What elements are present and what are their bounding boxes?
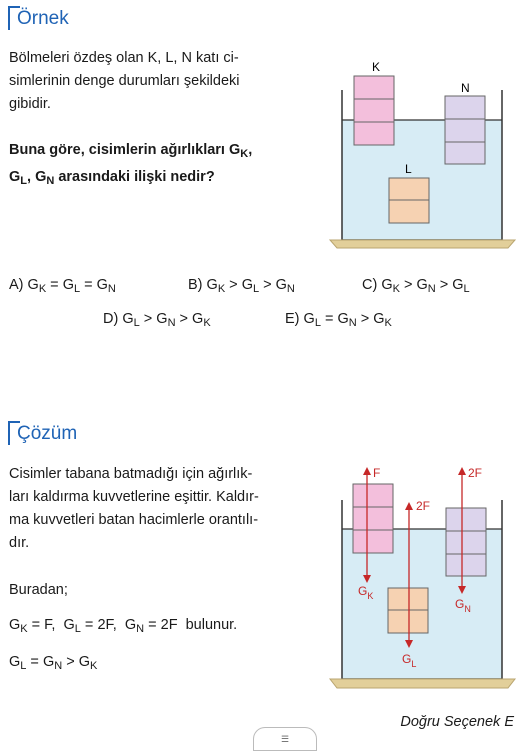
- arrow-up-icon: [405, 502, 413, 510]
- option-d[interactable]: D) $G_L > G_N > G_K$: [103, 311, 211, 329]
- question-text-end: arasındaki ilişki nedir?: [58, 169, 215, 185]
- label-n: N: [461, 81, 470, 95]
- stand: [330, 240, 515, 248]
- example-text-line: simlerinin denge durumları şekildeki: [9, 73, 240, 89]
- option-a[interactable]: A) $G_K = G_L = G_N$: [9, 277, 116, 295]
- label-k: K: [372, 60, 381, 74]
- example-figure: [325, 55, 520, 255]
- option-c[interactable]: C) $G_K > G_N > G_L$: [362, 277, 470, 295]
- arrow-up-icon: [458, 467, 466, 475]
- label-l: L: [405, 162, 412, 176]
- page-tab[interactable]: [253, 727, 317, 751]
- solution-figure: [325, 460, 520, 695]
- label-2f-n: 2F: [468, 466, 483, 480]
- block-n: [445, 96, 485, 164]
- solution-title: Çözüm: [8, 421, 77, 445]
- arrow-up-icon: [363, 467, 371, 475]
- example-question: Buna göre, cisimlerin ağırlıkları $G_K$, $G_L$, $G_N$ arasındaki ilişki nedir?: [9, 142, 253, 187]
- example-text-line: gibidir.: [9, 96, 51, 112]
- menu-icon: ☰: [281, 734, 290, 744]
- label-gl: $G_L$: [402, 652, 417, 669]
- label-gk: $G_K$: [358, 584, 374, 601]
- hence-line: Buradan;: [9, 582, 68, 598]
- label-f: F: [373, 466, 381, 480]
- solution-text-line: ları kaldırma kuvvetlerine eşittir. Kaldır-: [9, 489, 259, 505]
- option-e[interactable]: E) $G_L = G_N > G_K$: [285, 311, 392, 329]
- block-n: [446, 508, 486, 576]
- solution-text-line: Cisimler tabana batmadığı için ağırlık-: [9, 466, 253, 482]
- stand: [330, 679, 515, 688]
- weights-result: $G_K = F$, $G_L = 2F$, $G_N = 2F$ bulunur.: [9, 617, 238, 635]
- label-2f-l: 2F: [416, 499, 431, 513]
- example-text: [9, 47, 309, 116]
- example-text-line: Bölmeleri özdeş olan K, L, N katı ci-: [9, 50, 239, 66]
- block-k: [354, 76, 394, 145]
- block-k: [353, 484, 393, 553]
- solution-text-line: ma kuvvetleri batan hacimlerle orantılı-: [9, 512, 259, 528]
- solution-text-line: dır.: [9, 535, 30, 551]
- solution-text: [9, 463, 309, 555]
- question-text: Buna göre, cisimlerin ağırlıkları: [9, 142, 225, 158]
- final-relation: $G_L = G_N > G_K$: [9, 654, 98, 672]
- label-gn: $G_N$: [455, 597, 471, 614]
- option-b[interactable]: B) $G_K > G_L > G_N$: [188, 277, 295, 295]
- example-title: Örnek: [8, 6, 69, 30]
- answer-footer: Doğru Seçenek E: [400, 714, 514, 730]
